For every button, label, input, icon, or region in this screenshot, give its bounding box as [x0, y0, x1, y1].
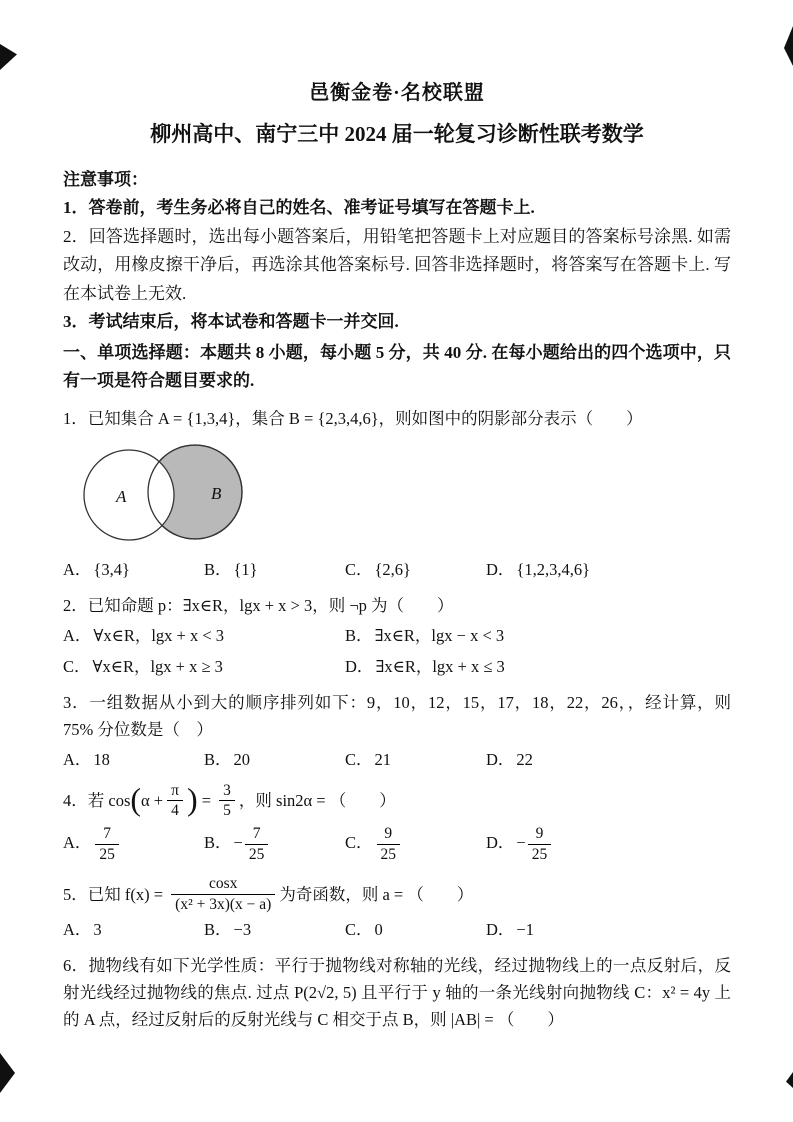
option-text: −3	[233, 920, 252, 940]
q5-option-b	[204, 916, 345, 943]
question-4-options	[63, 823, 731, 866]
q3-option-c	[345, 746, 486, 773]
venn-label-b: B	[211, 483, 222, 503]
fraction-denominator: 5	[219, 800, 235, 820]
option-fraction	[245, 825, 269, 864]
option-sign: −	[516, 833, 526, 853]
option-fraction	[528, 825, 552, 864]
q5-fraction	[171, 875, 275, 914]
option-text: ∀x∈R，lgx + x < 3	[93, 625, 225, 645]
question-4-stem	[63, 782, 731, 821]
q3-option-b	[204, 746, 345, 773]
option-key: D．	[486, 749, 515, 769]
question-1-stem: 1．已知集合 A = {1,3,4}，集合 B = {2,3,4,6}，则如图中的阴影部分表示（ ）	[63, 408, 643, 428]
venn-circle-a	[84, 450, 174, 540]
question-5-stem	[63, 875, 731, 914]
option-key: D．	[486, 559, 515, 579]
option-key: C．	[345, 833, 373, 853]
option-key: A．	[63, 559, 92, 579]
q2-option-c	[63, 653, 345, 680]
fraction-denominator: 25	[245, 844, 269, 864]
question-5-options	[63, 916, 731, 943]
fraction-denominator: 25	[377, 844, 401, 864]
venn-label-a: A	[116, 486, 127, 506]
q5-option-d	[486, 916, 627, 943]
q4-option-a	[63, 823, 204, 866]
option-text: 3	[93, 920, 102, 940]
fraction-numerator: 7	[252, 825, 261, 843]
venn-svg	[73, 440, 278, 548]
q5-stem-prefix: 5．已知 f(x) =	[63, 884, 168, 904]
question-1-options	[63, 556, 731, 583]
three-fifths-fraction	[219, 782, 235, 821]
option-key: B．	[204, 749, 232, 769]
option-key: A．	[63, 749, 92, 769]
option-text: 22	[516, 749, 533, 769]
option-text: {3,4}	[93, 559, 130, 579]
fraction-denominator: 25	[95, 844, 119, 864]
scan-artifact-bottom-left	[0, 1053, 15, 1093]
option-text: −1	[516, 920, 534, 940]
option-key: D．	[486, 920, 515, 940]
option-key: A．	[63, 833, 92, 853]
option-key: B．	[204, 833, 232, 853]
option-text: {1,2,3,4,6}	[516, 559, 591, 579]
right-paren: )	[186, 780, 198, 817]
option-key: C．	[345, 559, 373, 579]
q2-option-d	[345, 653, 627, 680]
option-key: A．	[63, 920, 92, 940]
scan-artifact-bottom-right	[786, 1072, 793, 1088]
fraction-denominator: 25	[528, 844, 552, 864]
q5-option-c	[345, 916, 486, 943]
q3-option-a	[63, 746, 204, 773]
notice-item-3: 3．考试结束后，将本试卷和答题卡一并交回.	[63, 312, 399, 331]
q4-stem-prefix: 4．若 cos	[63, 791, 131, 811]
question-3-options	[63, 746, 731, 773]
q1-option-a	[63, 556, 204, 583]
option-text: {2,6}	[374, 559, 411, 579]
question-2-stem: 2．已知命题 p：∃x∈R，lgx + x > 3，则 ¬p 为（ ）	[63, 595, 454, 615]
option-text: 21	[374, 749, 392, 769]
option-sign: −	[233, 833, 243, 853]
q5-option-a	[63, 916, 204, 943]
q1-option-d	[486, 556, 627, 583]
venn-diagram	[73, 440, 731, 553]
q4-option-b	[204, 823, 345, 866]
q4-stem-equals: =	[197, 791, 216, 811]
fraction-numerator: 3	[223, 781, 231, 799]
q2-option-b	[345, 622, 627, 649]
q1-option-b	[204, 556, 345, 583]
fraction-numerator: cosx	[209, 874, 238, 892]
option-fraction	[95, 825, 119, 864]
notice-section	[63, 166, 731, 337]
q1-option-c	[345, 556, 486, 583]
pi-over-4-fraction	[167, 782, 183, 821]
fraction-denominator: (x² + 3x)(x − a)	[171, 894, 275, 914]
q3-option-d	[486, 746, 627, 773]
q4-stem-inner: α +	[141, 791, 164, 811]
question-2-options-row-2	[63, 653, 731, 680]
page-subtitle: 柳州高中、南宁三中 2024 届一轮复习诊断性联考数学	[150, 122, 644, 146]
notice-item-1: 1．答卷前，考生务必将自己的姓名、准考证号填写在答题卡上.	[63, 198, 535, 217]
left-paren: (	[130, 780, 142, 817]
option-key: B．	[345, 625, 373, 645]
section-heading: 一、单项选择题：本题共 8 小题，每小题 5 分，共 40 分. 在每小题给出的四个选项中，只有一项是符合题目要求的.	[63, 342, 731, 390]
option-text: ∀x∈R，lgx + x ≥ 3	[92, 656, 223, 676]
q2-option-a	[63, 622, 345, 649]
fraction-numerator: 9	[384, 825, 393, 843]
option-fraction	[377, 825, 401, 864]
option-key: D．	[345, 656, 374, 676]
option-text: 18	[93, 749, 110, 769]
fraction-numerator: 9	[535, 825, 544, 843]
notice-item-2: 2．回答选择题时，选出每小题答案后，用铅笔把答题卡上对应题目的答案标号涂黑. 如需改动，用橡皮擦干净后，再选涂其他答案标号. 回答非选择题时，将答案写在答题卡上. 写在本试卷上无效.	[63, 226, 731, 303]
q5-stem-suffix: 为奇函数，则 a = （ ）	[279, 884, 474, 904]
question-6-stem: 6．抛物线有如下光学性质：平行于抛物线对称轴的光线，经过抛物线上的一点反射后，反射光线经过抛物线的焦点. 过点 P(2√2, 5) 且平行于 y 轴的一条光线射向抛物线 C：x² = 4y 上的 A 点，经过反射后的反射光线与 C 相交于点 B，则 |AB| = （ ）	[63, 956, 731, 1030]
option-key: B．	[204, 559, 232, 579]
fraction-numerator: 7	[103, 825, 112, 843]
fraction-denominator: 4	[167, 800, 183, 820]
question-3-stem: 3．一组数据从小到大的顺序排列如下：9，10，12，15，17，18，22，26，，经计算，则 75% 分位数是（ ）	[63, 692, 731, 739]
option-key: C．	[345, 749, 373, 769]
notice-heading: 注意事项：	[63, 170, 148, 189]
question-2-options-row-1	[63, 622, 731, 649]
option-text: 20	[233, 749, 251, 769]
option-key: C．	[63, 656, 91, 676]
option-key: D．	[486, 833, 515, 853]
option-key: B．	[204, 920, 232, 940]
fraction-numerator: π	[171, 781, 179, 799]
option-text: {1}	[233, 559, 258, 579]
option-text: 0	[374, 920, 383, 940]
q4-stem-suffix: ，则 sin2α = （ ）	[238, 791, 396, 811]
option-text: ∃x∈R，lgx + x ≤ 3	[375, 656, 505, 676]
page-title: 邑衡金卷·名校联盟	[309, 82, 485, 104]
option-text: ∃x∈R，lgx − x < 3	[374, 625, 505, 645]
q4-option-d	[486, 823, 627, 866]
option-key: C．	[345, 920, 373, 940]
q4-option-c	[345, 823, 486, 866]
option-key: A．	[63, 625, 92, 645]
